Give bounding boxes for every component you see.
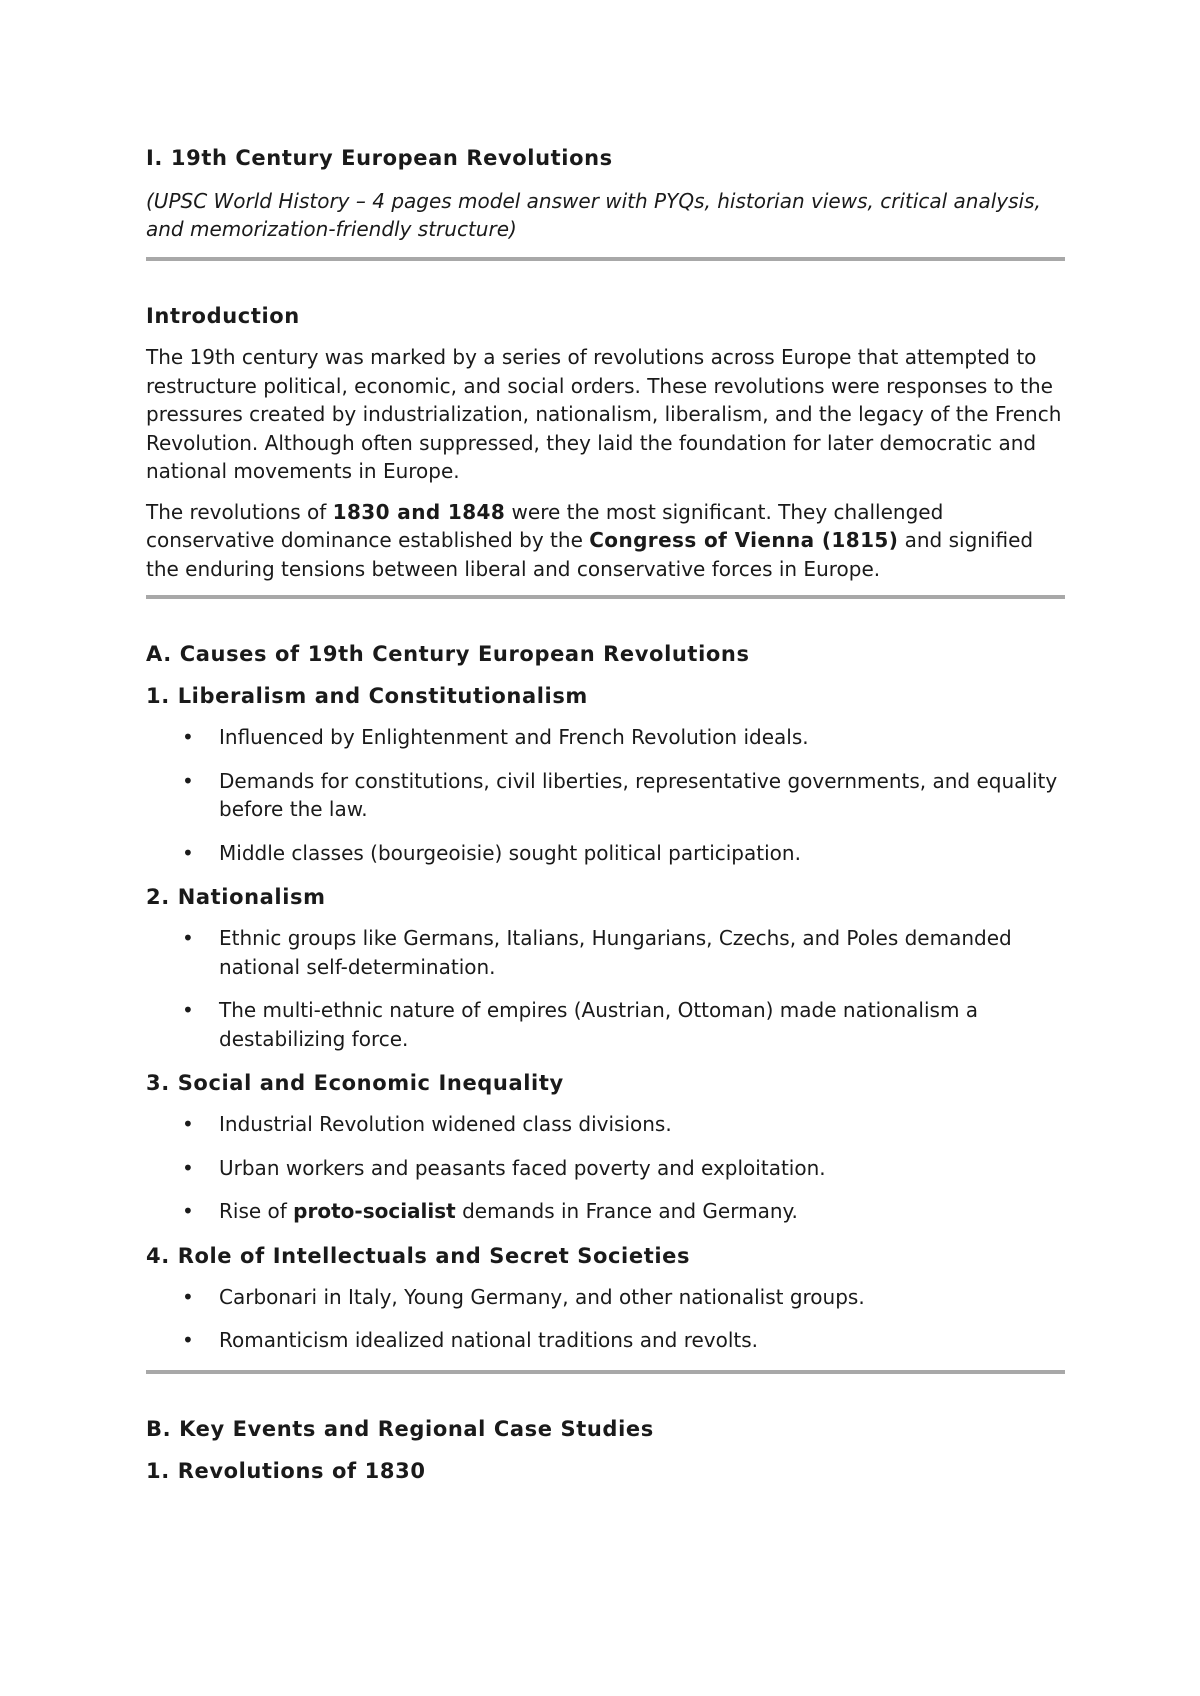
paragraph-text: were the most significant. They challenged conservative dominance established by the [146, 499, 944, 552]
emphasis-congress: Congress of Vienna (1815) [589, 528, 899, 552]
horizontal-rule [146, 595, 1065, 599]
bullet-icon: • [182, 998, 194, 1022]
document-title: I. 19th Century European Revolutions [146, 146, 613, 170]
bullet-list [146, 1110, 1065, 1226]
list-item [146, 723, 1065, 752]
list-item [146, 767, 1065, 824]
bullet-icon: • [182, 1199, 194, 1223]
list-item [146, 1283, 1065, 1312]
bullet-icon: • [182, 725, 194, 749]
introduction-paragraph-1: The 19th century was marked by a series of revolutions across Europe that attempted to restructure political, economic, and social orders. These revolutions were responses to the pressures created by industrialization, nationalism, liberalism, and the legacy of the French Revolution. Although often suppressed, they laid the foundation for later democratic and national movements in Europe. [146, 345, 1062, 483]
emphasis-proto-socialist: proto-socialist [293, 1199, 456, 1223]
list-item-text: Ethnic groups like Germans, Italians, Hungarians, Czechs, and Poles demanded national self-determination. [219, 926, 1012, 979]
list-item [146, 996, 1065, 1053]
list-item-text: Romanticism idealized national traditions and revolts. [219, 1328, 759, 1352]
paragraph-text: and signified the enduring tensions between liberal and conservative forces in Europe. [146, 528, 1034, 581]
bullet-icon: • [182, 1155, 194, 1180]
list-item-text: demands in France and Germany. [455, 1199, 798, 1223]
section-b-sub1-heading: 1. Revolutions of 1830 [146, 1458, 426, 1483]
list-item [146, 924, 1065, 981]
section-a-sub3-heading: 3. Social and Economic Inequality [146, 1071, 564, 1095]
list-item-text: Middle classes (bourgeoisie) sought political participation. [219, 840, 801, 865]
section-a-sub2-heading: 2. Nationalism [146, 885, 326, 909]
list-item-text: Demands for constitutions, civil liberties, representative governments, and equality before the law. [219, 768, 1058, 821]
list-item-text: Urban workers and peasants faced poverty and exploitation. [219, 1155, 826, 1180]
paragraph-text: The revolutions of [146, 499, 333, 524]
bullet-icon: • [182, 926, 194, 950]
section-a-heading: A. Causes of 19th Century European Revolutions [146, 642, 750, 666]
section-b-heading: B. Key Events and Regional Case Studies [146, 1416, 654, 1441]
horizontal-rule [146, 257, 1065, 261]
list-item-text: The multi-ethnic nature of empires (Austrian, Ottoman) made nationalism a destabilizing force. [219, 998, 979, 1051]
document-subtitle: (UPSC World History – 4 pages model answer with PYQs, historian views, critical analysis, and memorization-friendly structure) [146, 189, 1041, 241]
bullet-list [146, 1283, 1065, 1355]
introduction-paragraph-2 [146, 498, 1065, 584]
section-a-sub4-heading: 4. Role of Intellectuals and Secret Societies [146, 1243, 691, 1268]
bullet-icon: • [182, 768, 194, 793]
bullet-icon: • [182, 1328, 194, 1352]
list-item-text: Carbonari in Italy, Young Germany, and other nationalist groups. [219, 1284, 865, 1309]
bullet-icon: • [182, 1284, 194, 1309]
list-item [146, 1326, 1065, 1355]
horizontal-rule [146, 1370, 1065, 1374]
introduction-heading: Introduction [146, 304, 300, 328]
list-item-text: Rise of [219, 1199, 294, 1223]
list-item-text: Industrial Revolution widened class divisions. [219, 1112, 672, 1136]
section-a-sub1-heading: 1. Liberalism and Constitutionalism [146, 684, 588, 708]
bullet-icon: • [182, 1112, 194, 1136]
emphasis-years: 1830 and 1848 [332, 499, 506, 524]
list-item [146, 1154, 1065, 1183]
list-item [146, 1110, 1065, 1139]
bullet-icon: • [182, 840, 194, 865]
bullet-list [146, 723, 1065, 867]
bullet-list [146, 924, 1065, 1053]
list-item [146, 839, 1065, 868]
list-item [146, 1197, 1065, 1226]
list-item-text: Influenced by Enlightenment and French Revolution ideals. [219, 725, 809, 749]
